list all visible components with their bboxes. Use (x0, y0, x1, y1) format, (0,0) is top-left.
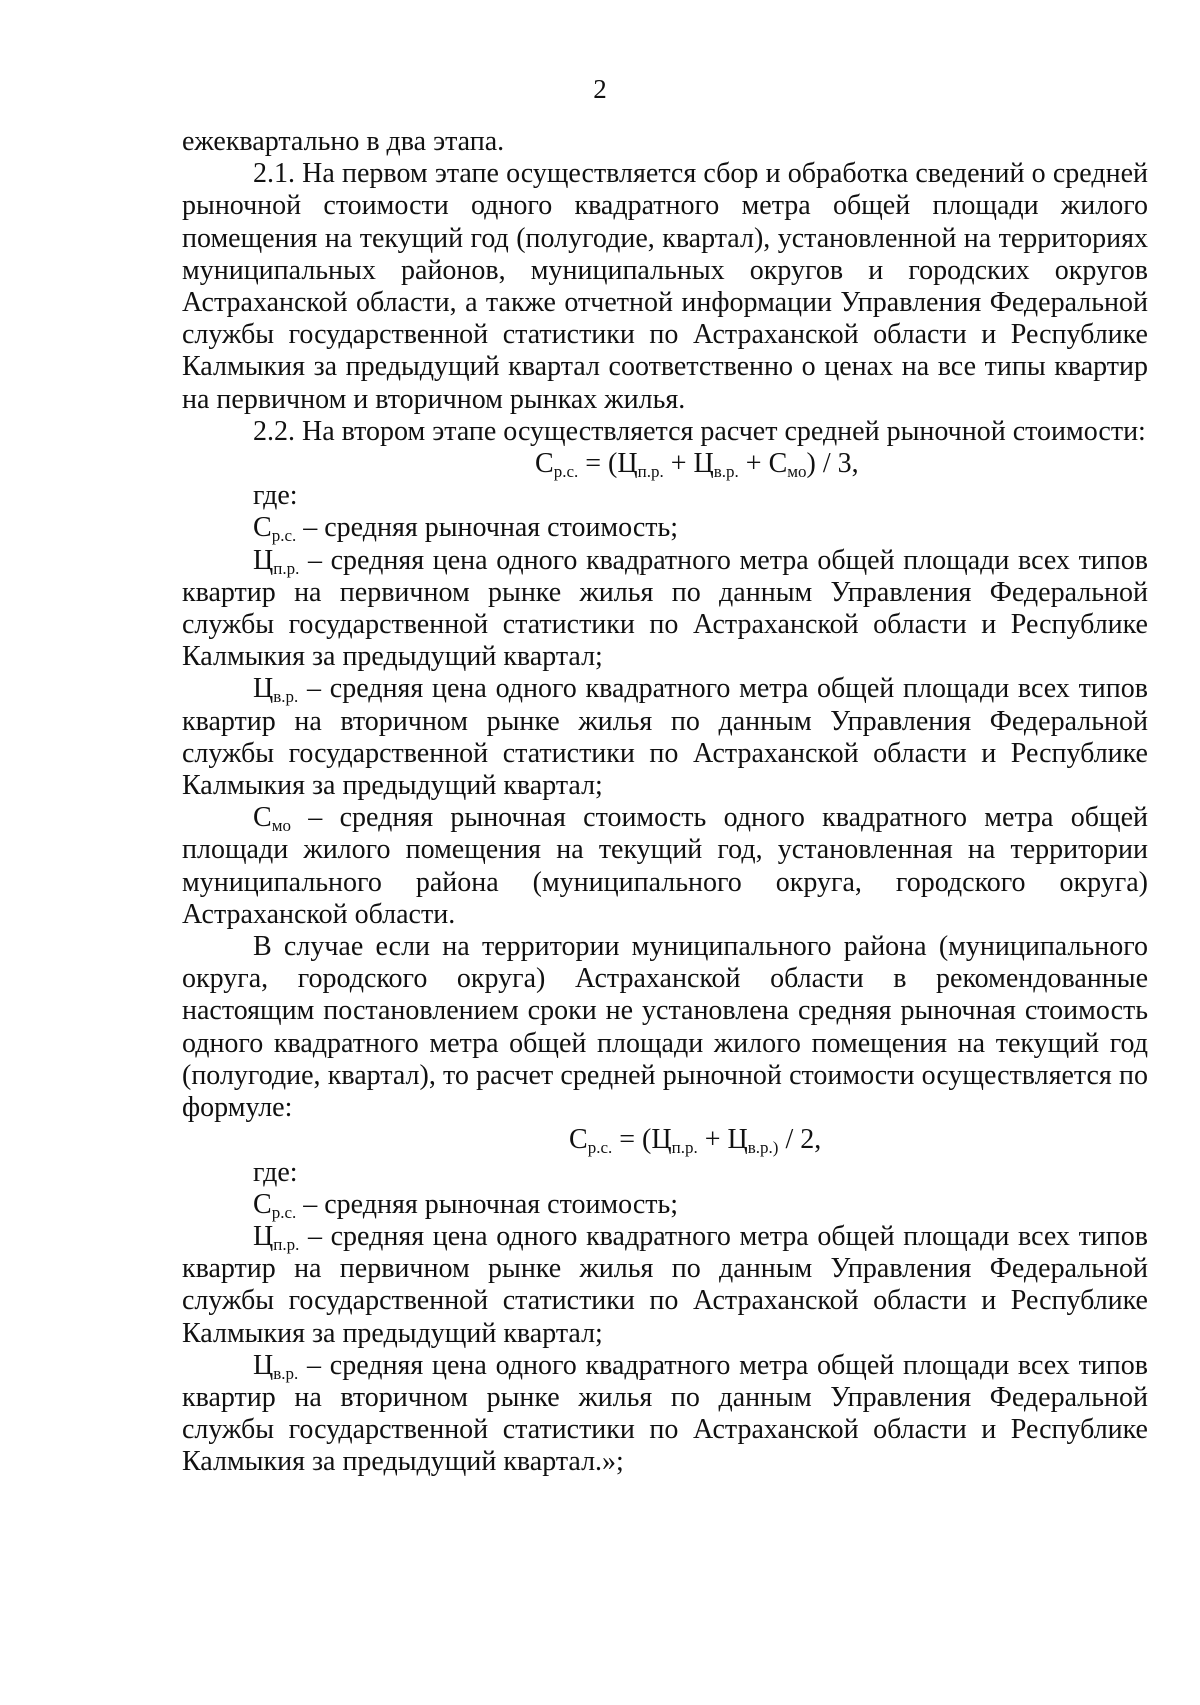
intro-line: ежеквартально в два этапа. (182, 126, 505, 157)
where-label-2: где: (253, 1156, 298, 1188)
document-body (182, 126, 1148, 1479)
paragraph-2-1: 2.1. На первом этапе осуществляется сбор и обработка сведений о средней рыночной стоимости одного квадратного метра общей площади жилого помещения на текущий год (полугодие, квартал), установленной на территориях муниципальных районов, муниципальных округов и городских округов Астраханской области, а также отчетной информации Управления Федеральной службы государственной статистики по Астраханской области и Республике Калмыкия за предыдущий квартал соответственно о ценах на все типы квартир на первичном и вторичном рынках жилья. (182, 158, 1148, 415)
formula-2: $С_{р.с.} = (Ц_{п.р.} + Ц_{в.р.)} / 2$, (569, 1124, 822, 1158)
definition2-c-vr: $Ц_{в.р.}$ – средняя цена одного квадратного метра общей площади всех типов квартир на вторичном рынке жилья по данным Управления Федеральной службы государственной статистики по Астраханской области и Республике Калмыкия за предыдущий квартал.»; (182, 1349, 1148, 1478)
paragraph-2-2: 2.2. На втором этапе осуществляется расчет средней рыночной стоимости: (253, 415, 1146, 447)
paragraph-case: В случае если на территории муниципального района (муниципального округа, городского округа) Астраханской области в рекомендованные настоящим постановлением сроки не установлена средняя рыночная стоимость одного квадратного метра общей площади жилого помещения на текущий год (полугодие, квартал), то расчет средней рыночной стоимости осуществляется по формуле: (182, 931, 1148, 1124)
formula-1: $С_{р.с.} = (Ц_{п.р.} + Ц_{в.р.} + С_{мо}) / 3$, (535, 448, 859, 482)
where-label: где: (253, 480, 298, 512)
definition2-c-rs: $С_{р.с.}$ – средняя рыночная стоимость; (253, 1188, 679, 1222)
definition-c-vr: $Ц_{в.р.}$ – средняя цена одного квадратного метра общей площади всех типов квартир на вторичном рынке жилья по данным Управления Федеральной службы государственной статистики по Астраханской области и Республике Калмыкия за предыдущий квартал; (182, 673, 1148, 802)
page-number: 2 (593, 74, 607, 104)
definitions-1 (182, 480, 1148, 931)
definition2-c-pr: $Ц_{п.р.}$ – средняя цена одного квадратного метра общей площади всех типов квартир на первичном рынке жилья по данным Управления Федеральной службы государственной статистики по Астраханской области и Республике Калмыкия за предыдущий квартал; (182, 1220, 1148, 1349)
definition-c-pr: $Ц_{п.р.}$ – средняя цена одного квадратного метра общей площади всех типов квартир на первичном рынке жилья по данным Управления Федеральной службы государственной статистики по Астраханской области и Республике Калмыкия за предыдущий квартал; (182, 544, 1148, 673)
definition-c-mo: $С_{мо}$ – средняя рыночная стоимость одного квадратного метра общей площади жилого помещения на текущий год, установленная на территории муниципального района (муниципального округа, городского округа) Астраханской области. (182, 802, 1148, 930)
definitions-2 (182, 1157, 1148, 1479)
definition-c-rs: $С_{р.с.}$ – средняя рыночная стоимость; (253, 512, 679, 546)
